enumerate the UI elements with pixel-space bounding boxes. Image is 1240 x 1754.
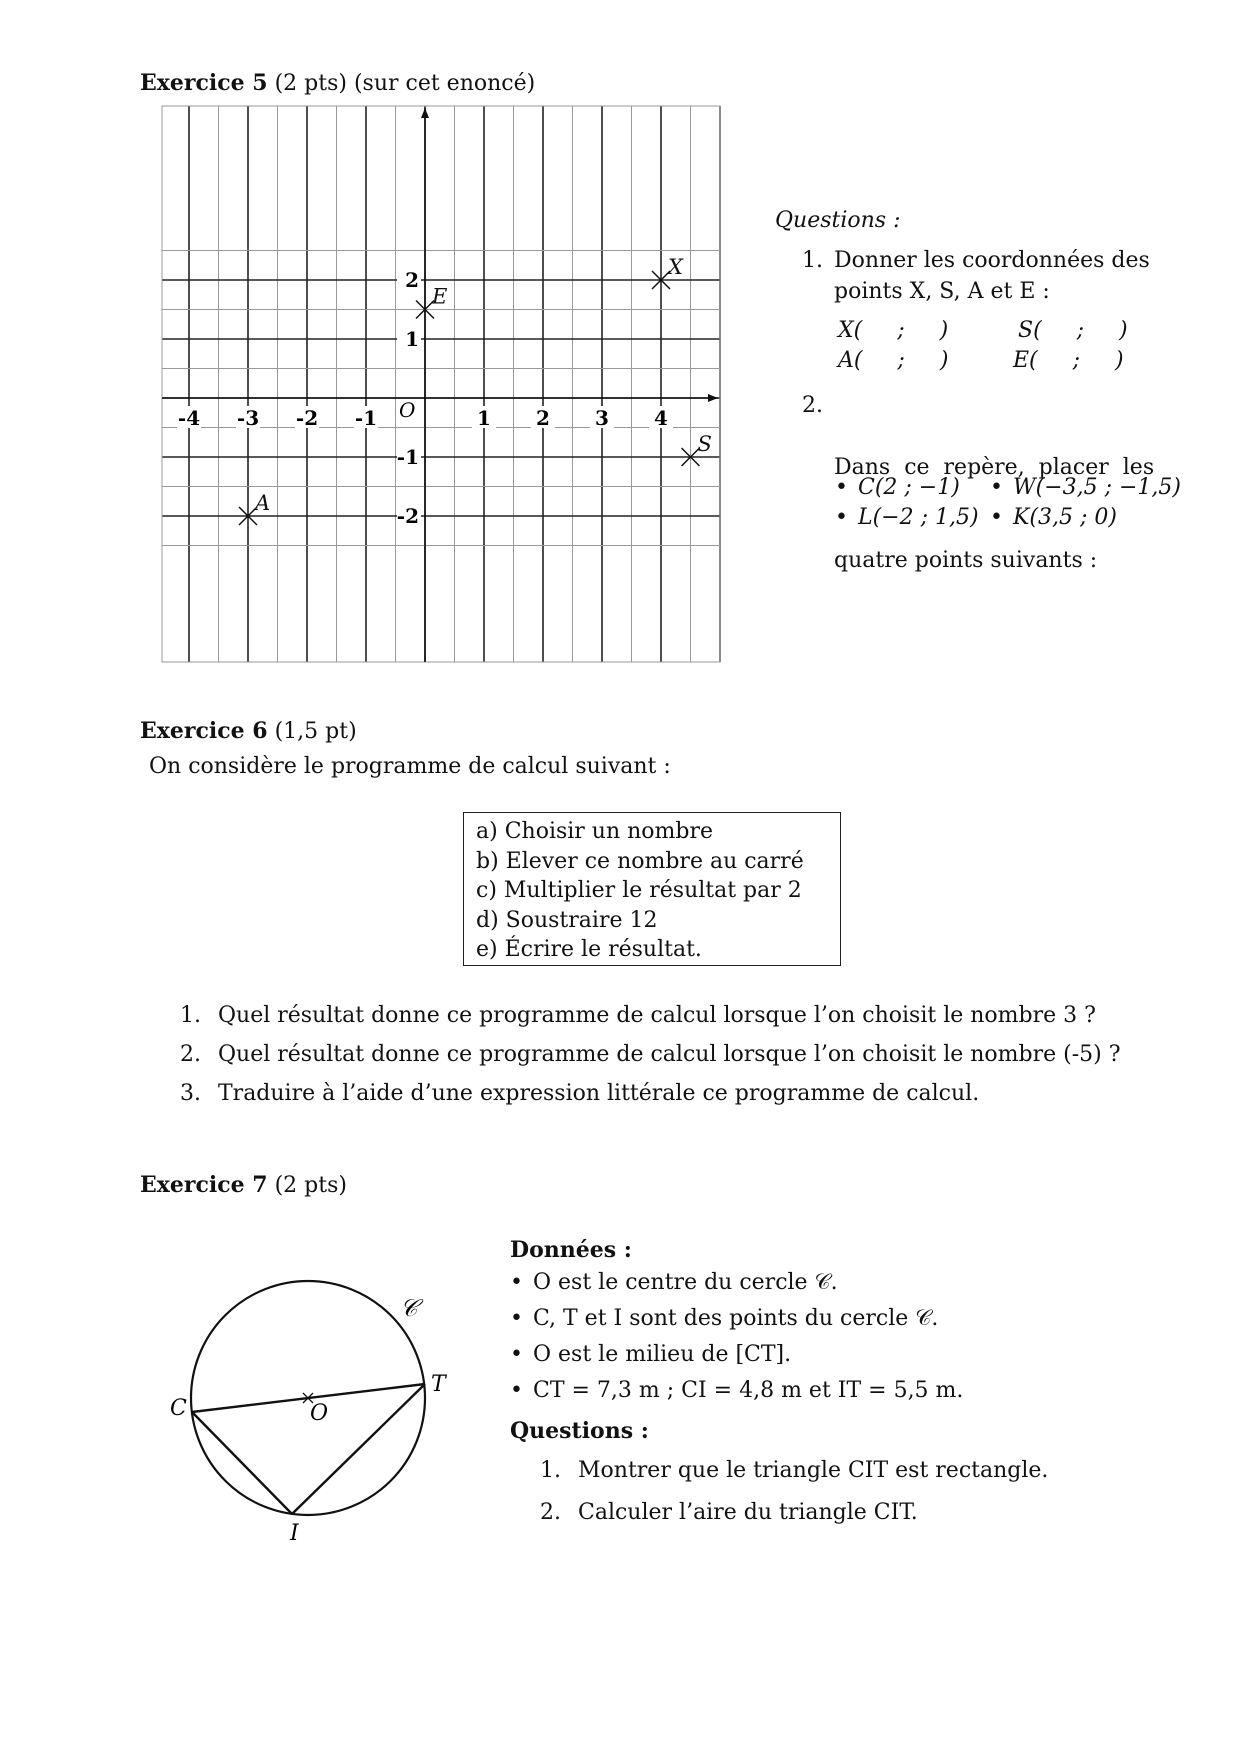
donnee-3: • O est le milieu de [CT]. bbox=[510, 1342, 791, 1367]
ex5-q2-line2: quatre points suivants : bbox=[834, 548, 1098, 573]
exercise-7-title bbox=[140, 1172, 347, 1198]
ex7-q2-text: Calculer l’aire du triangle CIT. bbox=[578, 1500, 918, 1525]
x-tick-label: 2 bbox=[536, 406, 550, 430]
label-o: O bbox=[310, 1401, 329, 1426]
ex5-q1-line1: Donner les coordonnées des bbox=[834, 248, 1150, 273]
exercise-5-points: (2 pts) (sur cet enoncé) bbox=[274, 71, 536, 96]
y-tick-label: -2 bbox=[396, 504, 419, 528]
x-tick-label: -4 bbox=[177, 406, 201, 430]
label-i: I bbox=[290, 1521, 299, 1540]
point-to-place-c: • C(2 ; −1) bbox=[835, 475, 960, 500]
program-step-e: e) Écrire le résultat. bbox=[476, 937, 702, 962]
y-axis-arrow bbox=[421, 108, 429, 118]
exercise-7-label: Exercice 7 bbox=[140, 1172, 268, 1198]
ex7-q1-text: Montrer que le triangle CIT est rectangle. bbox=[578, 1458, 1049, 1483]
grid-border bbox=[162, 106, 720, 662]
x-tick-label: 3 bbox=[595, 406, 609, 430]
x-tick-label: 1 bbox=[477, 406, 491, 430]
ex6-intro: On considère le programme de calcul suivant : bbox=[149, 754, 671, 779]
exercise-6-title bbox=[140, 718, 357, 744]
ex6-q1-number: 1. bbox=[180, 1003, 201, 1028]
program-step-c: c) Multiplier le résultat par 2 bbox=[476, 878, 802, 903]
y-tick-label: 2 bbox=[405, 268, 419, 292]
x-tick-label: -3 bbox=[236, 406, 260, 430]
point-label-x: X bbox=[668, 255, 683, 279]
calculation-program-box bbox=[463, 812, 841, 966]
point-label-a: A bbox=[255, 491, 271, 515]
donnee-2: • C, T et I sont des points du cercle 𝒞. bbox=[510, 1306, 938, 1331]
y-tick-label: -1 bbox=[396, 445, 419, 469]
y-tick-label: 1 bbox=[405, 327, 419, 351]
point-to-place-k: • K(3,5 ; 0) bbox=[990, 505, 1117, 530]
exercise-6-points: (1,5 pt) bbox=[274, 719, 357, 744]
coord-answer-x: X( ; ) bbox=[838, 318, 949, 343]
exercise-5-label: Exercice 5 bbox=[140, 70, 268, 96]
coordinate-grid bbox=[160, 104, 730, 669]
exercise-5-title bbox=[140, 70, 535, 96]
origin-label: O bbox=[399, 398, 416, 422]
exercise-7-points: (2 pts) bbox=[274, 1173, 347, 1198]
label-t: T bbox=[431, 1372, 446, 1397]
segment-ci bbox=[192, 1412, 292, 1514]
ex7-q1-number: 1. bbox=[540, 1458, 561, 1483]
point-to-place-w: • W(−3,5 ; −1,5) bbox=[990, 475, 1181, 500]
coord-answer-a: A( ; ) bbox=[838, 348, 949, 373]
circle-figure bbox=[160, 1250, 480, 1540]
ex5-q2-number: 2. bbox=[802, 393, 823, 418]
ex7-question-1 bbox=[540, 1458, 1048, 1483]
label-c: C bbox=[170, 1396, 187, 1421]
ex5-questions-heading: Questions : bbox=[775, 208, 901, 233]
ex6-q1-text: Quel résultat donne ce programme de calcul lorsque l’on choisit le nombre 3 ? bbox=[218, 1003, 1096, 1028]
ex7-q2-number: 2. bbox=[540, 1500, 561, 1525]
ex5-q1-number: 1. bbox=[802, 248, 823, 273]
ex7-donnees-heading: Données : bbox=[510, 1237, 632, 1263]
x-tick-label: 4 bbox=[654, 406, 668, 430]
ex6-question-3 bbox=[180, 1081, 979, 1106]
x-tick-label: -1 bbox=[354, 406, 378, 430]
ex6-question-2 bbox=[180, 1042, 1121, 1067]
point-label-e: E bbox=[432, 284, 448, 309]
coord-answer-s: S( ; ) bbox=[1018, 318, 1128, 343]
point-to-place-l: • L(−2 ; 1,5) bbox=[835, 505, 979, 530]
donnee-4: • CT = 7,3 m ; CI = 4,8 m et IT = 5,5 m. bbox=[510, 1378, 963, 1403]
ex6-q2-text: Quel résultat donne ce programme de calcul lorsque l’on choisit le nombre (-5) ? bbox=[218, 1042, 1121, 1067]
point-label-s: S bbox=[697, 432, 712, 456]
ex6-q3-text: Traduire à l’aide d’une expression littérale ce programme de calcul. bbox=[218, 1081, 980, 1106]
donnee-1: • O est le centre du cercle 𝒞. bbox=[510, 1270, 838, 1295]
program-step-b: b) Elever ce nombre au carré bbox=[476, 848, 804, 874]
ex7-question-2 bbox=[540, 1500, 918, 1525]
ex7-questions-heading: Questions : bbox=[510, 1418, 649, 1444]
ex5-question-1 bbox=[802, 245, 1150, 307]
ex5-q2-line1: Dans ce repère, placer les bbox=[834, 455, 1155, 480]
program-step-a: a) Choisir un nombre bbox=[476, 819, 714, 844]
ex6-question-1 bbox=[180, 1003, 1096, 1028]
x-tick-label: -2 bbox=[295, 406, 319, 430]
ex6-q3-number: 3. bbox=[180, 1081, 201, 1106]
ex6-q2-number: 2. bbox=[180, 1042, 201, 1067]
exercise-6-label: Exercice 6 bbox=[140, 718, 268, 744]
ex5-q1-line2: points X, S, A et E : bbox=[834, 279, 1050, 304]
x-axis-arrow bbox=[708, 394, 718, 402]
coord-answer-e: E( ; ) bbox=[1013, 348, 1124, 373]
program-step-d: d) Soustraire 12 bbox=[476, 907, 658, 933]
label-circle: 𝒞 bbox=[400, 1294, 418, 1322]
